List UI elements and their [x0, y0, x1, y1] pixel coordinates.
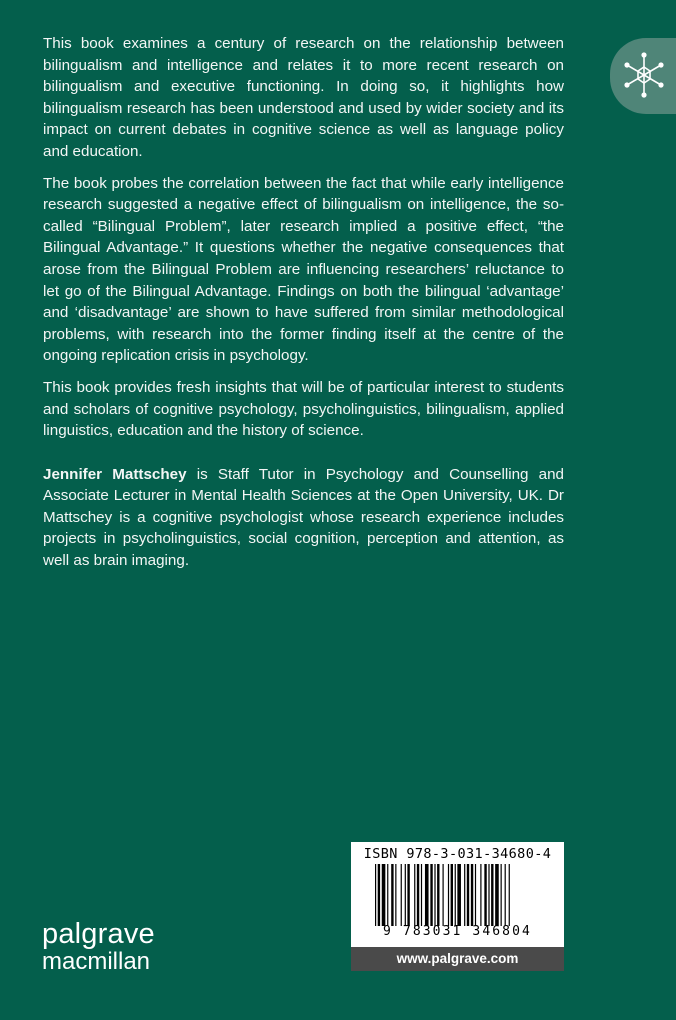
isbn-barcode [351, 842, 564, 947]
website-bar [351, 947, 564, 971]
author-bio [43, 464, 564, 572]
publisher-emblem-tab [610, 38, 676, 114]
palgrave-macmillan-logo [42, 920, 155, 974]
isbn-label: ISBN 978-3-031-34680-4 [363, 846, 552, 862]
blurb-paragraph-1: This book examines a century of research on the relationship between bilingualism and intelligence and relates it to more recent research on bilingualism and executive functioning. In doing so, it highlights how bilingualism research has been understood and used by wider society and its impact on current debates in cognitive science as well as language policy and education. [43, 35, 564, 160]
barcode-bars [375, 864, 541, 926]
blurb-text [43, 33, 564, 582]
blurb-paragraph-2: The book probes the correlation between the fact that while early intelligence research suggested a negative effect of bilingualism on intelligence, the so-called “Bilingual Problem”, later research implied a positive effect, “the Bilingual Advantage.” It questions whether the negative consequences that arose from the Bilingual Problem are influencing researchers’ reluctance to let go of the Bilingual Advantage. Findings on both the bilingual ‘advantage’ and ‘disadvantage’ are shown to have suffered from similar methodological problems, with research into the former finding itself at the centre of the ongoing replication crisis in psychology. [43, 174, 564, 365]
publisher-website[interactable]: www.palgrave.com [396, 951, 519, 966]
logo-line-palgrave: palgrave [42, 918, 155, 950]
author-name: Jennifer Mattschey [43, 465, 187, 483]
blurb-paragraph-3: This book provides fresh insights that will be of particular interest to students and scholars of cognitive psychology, psycholinguistics, bilingualism, applied linguistics, education and the history of science. [43, 378, 564, 440]
isbn-digits: 9 783031 346804 [383, 924, 532, 939]
author-bio-text: is Staff Tutor in Psychology and Counselling and Associate Lecturer in Mental Health Sciences at the Open University, UK. Dr Mattschey is a cognitive psychologist whose research experience includes projects in psycholinguistics, social cognition, perception and attention, as well as brain imaging. [43, 465, 565, 570]
logo-line-macmillan: macmillan [42, 948, 151, 975]
palgrave-snowflake-icon [622, 49, 666, 101]
